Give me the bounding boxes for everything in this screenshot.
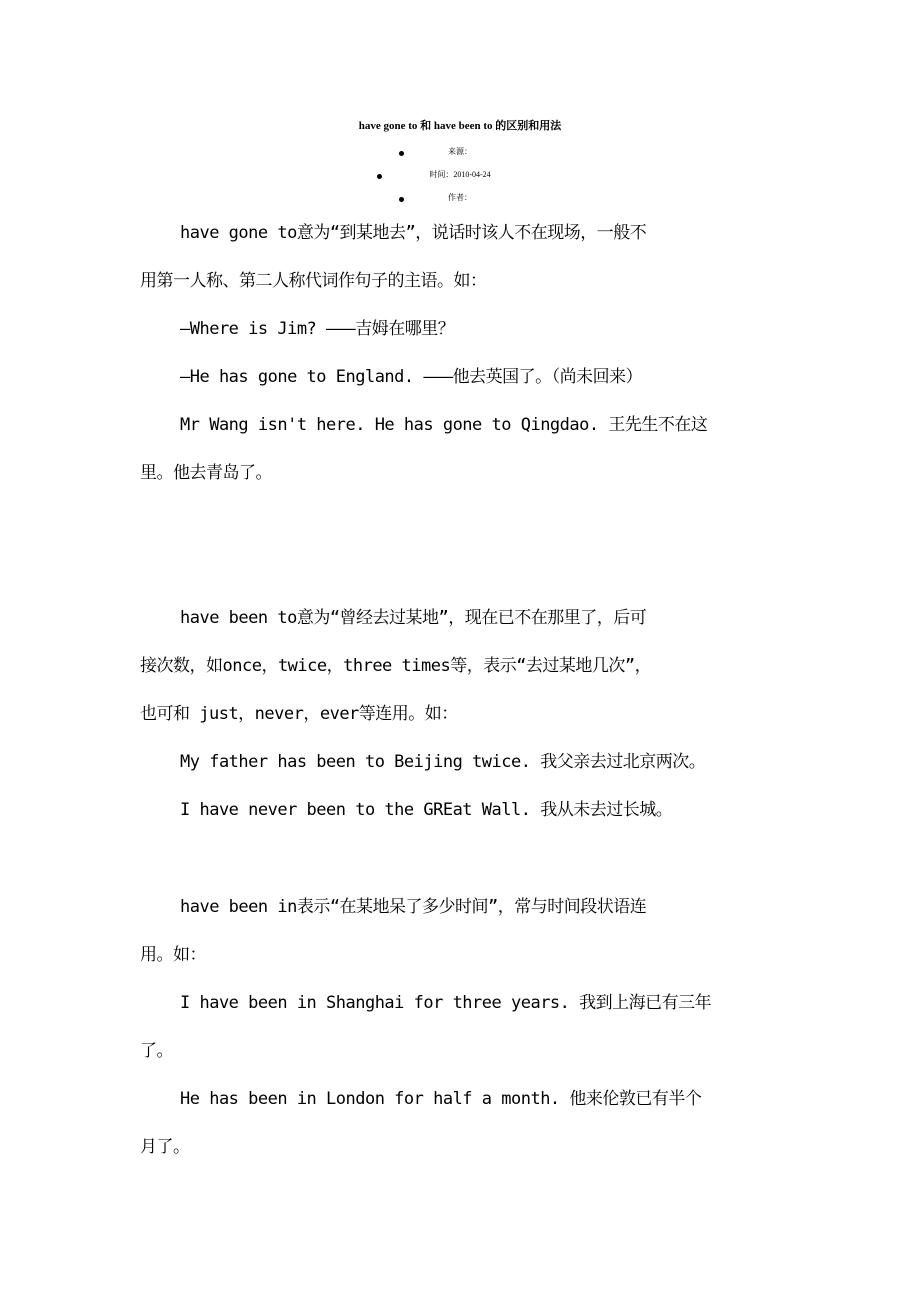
meta-source-label: 来源： [448, 147, 472, 156]
example-line: —Where is Jim? ———吉姆在哪里？ [180, 319, 455, 339]
example-line: 里。他去青岛了。 [140, 463, 272, 483]
example-line: My father has been to Beijing twice. 我父亲去过北京两次。 [180, 752, 706, 772]
example-line: 了。 [140, 1041, 173, 1061]
paragraph-line: 接次数，如once，twice，three times等，表示“去过某地几次”， [140, 656, 652, 676]
paragraph-line: 也可和 just，never，ever等连用。如： [140, 704, 458, 724]
example-line: Mr Wang isn't here. He has gone to Qingdao. 王先生不在这 [180, 415, 708, 435]
paragraph-line: have been in表示“在某地呆了多少时间”，常与时间段状语连 [180, 897, 647, 917]
paragraph-line: have been to意为“曾经去过某地”，现在已不在那里了，后可 [180, 608, 647, 628]
paragraph-line: 用。如： [140, 945, 206, 965]
meta-date-label: 时间：2010-04-24 [429, 170, 491, 179]
example-line: —He has gone to England. ———他去英国了。（尚未回来） [180, 367, 643, 387]
meta-author-label: 作者： [448, 193, 472, 202]
example-line: 月了。 [140, 1137, 190, 1157]
paragraph-line: 用第一人称、第二人称代词作句子的主语。如： [140, 271, 487, 291]
document-title: have gone to 和 have been to 的区别和用法 [358, 120, 562, 132]
example-line: He has been in London for half a month. 他来伦敦已有半个 [180, 1089, 702, 1109]
example-line: I have never been to the GREat Wall. 我从未去过长城。 [180, 800, 673, 820]
example-line: I have been in Shanghai for three years. 我到上海已有三年 [180, 993, 712, 1013]
paragraph-line: have gone to意为“到某地去”，说话时该人不在现场，一般不 [180, 223, 647, 243]
